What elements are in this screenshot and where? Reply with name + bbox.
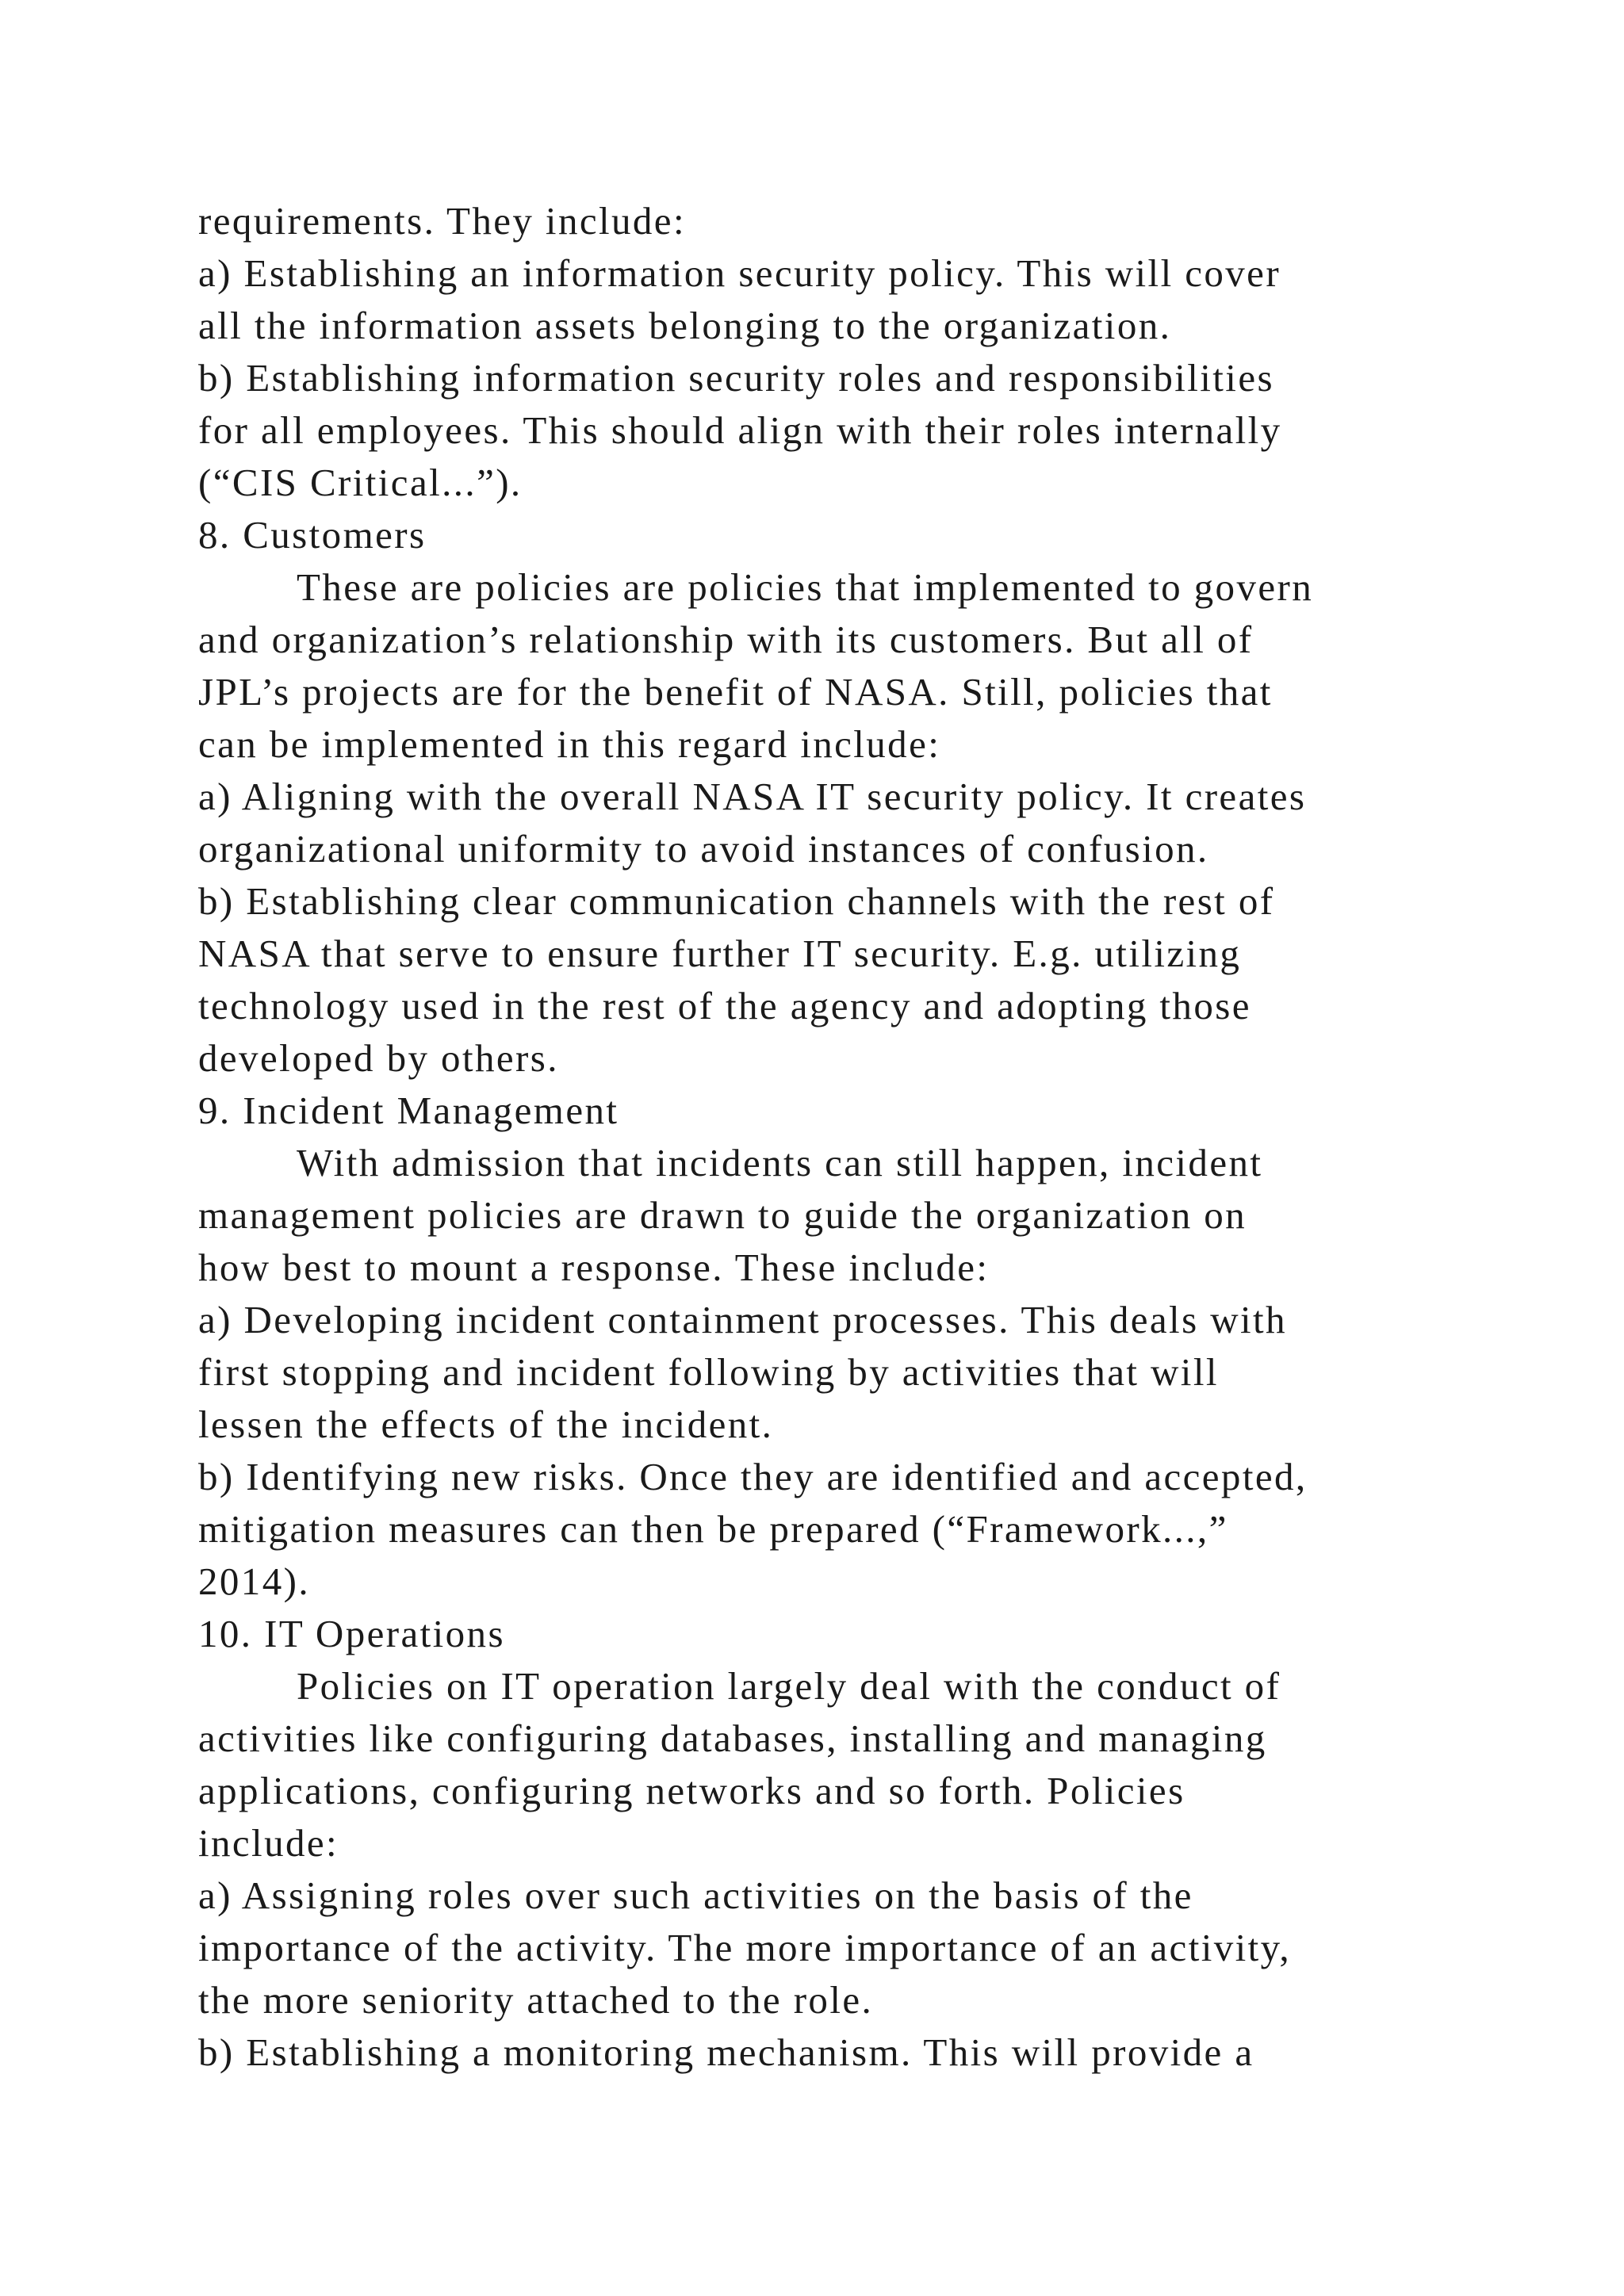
text-line: a) Developing incident containment processes. This deals with (198, 1298, 1287, 1341)
text-line: 9. Incident Management (198, 1089, 619, 1132)
text-line: and organization’s relationship with its customers. But all of (198, 618, 1254, 661)
text-line: 8. Customers (198, 513, 427, 557)
text-line: importance of the activity. The more importance of an activity, (198, 1926, 1292, 1969)
text-line: first stopping and incident following by activities that will (198, 1350, 1219, 1394)
text-line: 2014). (198, 1559, 310, 1603)
text-line: NASA that serve to ensure further IT security. E.g. utilizing (198, 932, 1242, 975)
text-line: activities like configuring databases, installing and managing (198, 1716, 1267, 1760)
text-line: can be implemented in this regard include: (198, 722, 941, 766)
text-line: the more seniority attached to the role. (198, 1978, 874, 2022)
text-line: a) Assigning roles over such activities on the basis of the (198, 1873, 1193, 1917)
text-line: mitigation measures can then be prepared (“Framework...,” (198, 1507, 1228, 1551)
text-line: With admission that incidents can still happen, incident (297, 1141, 1263, 1184)
text-line: a) Aligning with the overall NASA IT security policy. It creates (198, 775, 1307, 818)
text-line: b) Establishing a monitoring mechanism. This will provide a (198, 2030, 1254, 2074)
text-line: for all employees. This should align with their roles internally (198, 408, 1282, 452)
text-line: These are policies are policies that implemented to govern (297, 565, 1314, 609)
text-line: lessen the effects of the incident. (198, 1402, 774, 1446)
text-line: b) Establishing information security roles and responsibilities (198, 356, 1274, 400)
text-line: applications, configuring networks and so forth. Policies (198, 1769, 1185, 1812)
text-line: (“CIS Critical...”). (198, 461, 523, 504)
text-line: a) Establishing an information security policy. This will cover (198, 251, 1281, 295)
text-line: include: (198, 1821, 339, 1865)
text-line: all the information assets belonging to the organization. (198, 304, 1172, 347)
document-body (198, 195, 1546, 2079)
text-line: b) Identifying new risks. Once they are identified and accepted, (198, 1455, 1308, 1498)
text-line: management policies are drawn to guide the organization on (198, 1193, 1247, 1237)
text-line: organizational uniformity to avoid instances of confusion. (198, 827, 1209, 871)
text-line: JPL’s projects are for the benefit of NASA. Still, policies that (198, 670, 1273, 714)
text-line: developed by others. (198, 1036, 559, 1080)
text-line: requirements. They include: (198, 199, 686, 243)
text-line: 10. IT Operations (198, 1612, 505, 1655)
text-line: b) Establishing clear communication channels with the rest of (198, 879, 1275, 923)
text-line: technology used in the rest of the agency and adopting those (198, 984, 1251, 1027)
text-line: how best to mount a response. These include: (198, 1246, 990, 1289)
text-line: Policies on IT operation largely deal with the conduct of (297, 1664, 1281, 1708)
